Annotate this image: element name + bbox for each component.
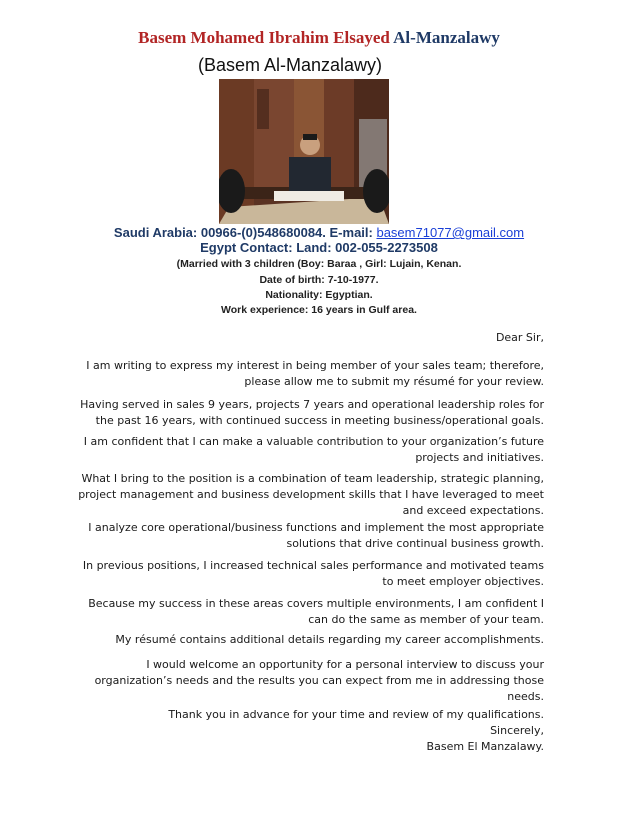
paragraph-line: projects and initiatives.: [415, 451, 544, 464]
paragraph-line: Thank you in advance for your time and review of my qualifications.: [168, 708, 544, 721]
paragraph-line: needs.: [507, 690, 544, 703]
closing: Sincerely,: [490, 724, 544, 737]
paragraph-7: [64, 596, 544, 628]
paragraph-line: and exceed expectations.: [402, 504, 544, 517]
saudi-contact-line: [0, 225, 638, 240]
paragraph-10: [64, 707, 544, 723]
paragraph-line: please allow me to submit my résumé for your review.: [244, 375, 544, 388]
paragraph-line: I analyze core operational/business functions and implement the most appropriate: [88, 521, 544, 534]
paragraph-line: My résumé contains additional details regarding my career accomplishments.: [115, 633, 544, 646]
paragraph-5: [64, 520, 544, 552]
paragraph-1: [64, 358, 544, 390]
marital-status: (Married with 3 children (Boy: Baraa , Girl: Lujain, Kenan.: [176, 258, 462, 270]
paragraph-line: to meet employer objectives.: [382, 575, 544, 588]
paragraph-line: Because my success in these areas covers multiple environments, I am confident I: [88, 597, 544, 610]
paragraph-3: [64, 434, 544, 466]
alias-subtitle: (Basem Al-Manzalawy): [197, 55, 383, 75]
paragraph-line: organization’s needs and the results you can expect from me in addressing those: [94, 674, 544, 687]
date-of-birth: Date of birth: 7-10-1977.: [259, 274, 379, 286]
name-part-blue: Al-Manzalawy: [393, 28, 500, 47]
paragraph-line: project management and business development skills that I have leveraged to meet: [78, 488, 544, 501]
paragraph-9: [64, 657, 544, 705]
full-name-title: [0, 28, 638, 48]
paragraph-line: solutions that drive continual business growth.: [286, 537, 544, 550]
paragraph-line: I am confident that I can make a valuable contribution to your organization’s future: [83, 435, 544, 448]
paragraph-line: can do the same as member of your team.: [308, 613, 544, 626]
paragraph-line: What I bring to the position is a combination of team leadership, strategic planning,: [81, 472, 544, 485]
name-part-red: Basem Mohamed Ibrahim Elsayed: [138, 28, 390, 47]
paragraph-6: [64, 558, 544, 590]
paragraph-line: Having served in sales 9 years, projects 7 years and operational leadership roles for: [80, 398, 544, 411]
profile-photo: [219, 79, 389, 224]
nationality: Nationality: Egyptian.: [265, 289, 373, 301]
paragraph-line: I would welcome an opportunity for a personal interview to discuss your: [146, 658, 544, 671]
work-experience: Work experience: 16 years in Gulf area.: [221, 304, 417, 316]
saudi-contact: Saudi Arabia: 00966-(0)548680084. E-mail:: [113, 225, 377, 240]
paragraph-line: In previous positions, I increased technical sales performance and motivated teams: [82, 559, 544, 572]
signature-name: Basem El Manzalawy.: [426, 740, 544, 753]
paragraph-8: [64, 632, 544, 648]
salutation: Dear Sir,: [495, 331, 544, 344]
egypt-contact: Egypt Contact: Land: 002-055-2273508: [200, 240, 438, 255]
paragraph-2: [64, 397, 544, 429]
paragraph-line: I am writing to express my interest in being member of your sales team; therefore,: [86, 359, 544, 372]
email-link[interactable]: basem71077@gmail.com: [376, 225, 525, 240]
paragraph-4: [64, 471, 544, 519]
paragraph-line: the past 16 years, with continued success in meeting business/operational goals.: [95, 414, 544, 427]
